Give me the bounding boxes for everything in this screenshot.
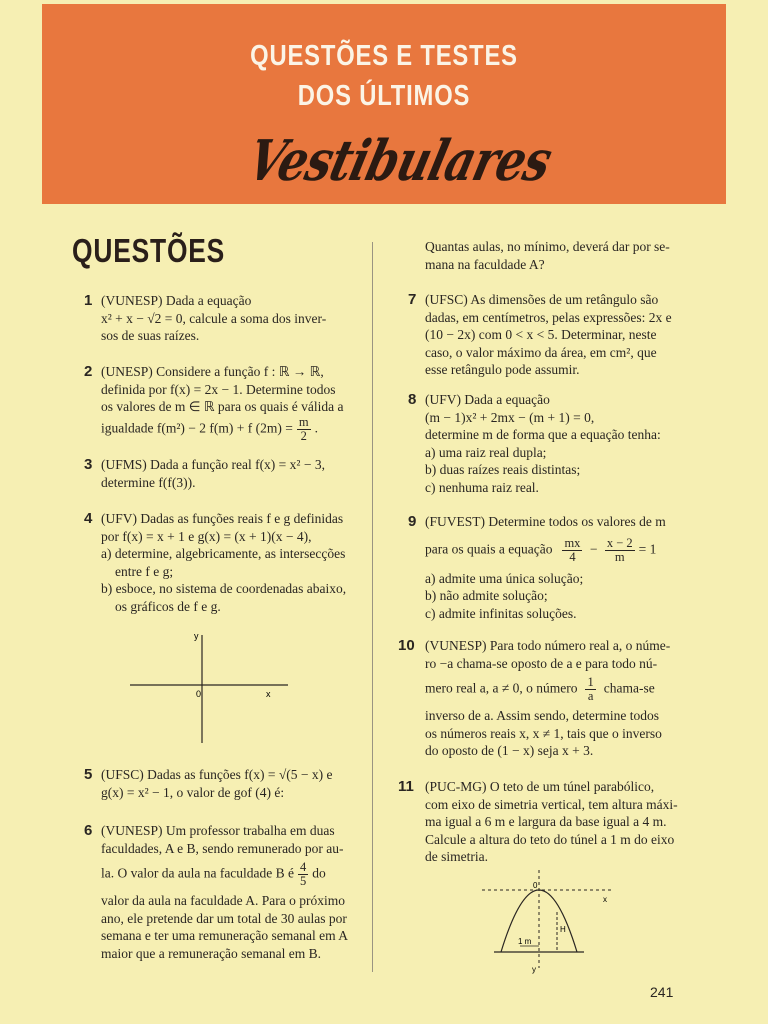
question-number: 11 [398, 778, 414, 795]
text-segment: igualdade f(m²) − 2 f(m) + f (2m) = [101, 420, 293, 436]
text-line: mana na faculdade A? [425, 256, 545, 272]
fraction-numerator: 4 [300, 860, 307, 874]
text-line: (VUNESP) Para todo número real a, o núme- [425, 638, 671, 653]
question-4 [101, 510, 346, 615]
text-line: g(x) = x² − 1, o valor de gof (4) é: [101, 784, 285, 800]
fraction-numerator: mx [564, 535, 581, 550]
fraction-denominator: 2 [300, 428, 307, 443]
text-line: (10 − 2x) com 0 < x < 5. Determinar, neste [425, 327, 657, 342]
text-line: (VUNESP) Um professor trabalha em duas [101, 823, 335, 838]
text-line: ano, ele pretende dar um total de 30 aulas por [101, 910, 347, 926]
section-title: QUESTÕES [72, 232, 226, 269]
origin-label: 0 [196, 689, 202, 699]
question-number: 7 [408, 291, 417, 308]
fraction [605, 537, 635, 564]
text-line: a) admite uma única solução; [425, 570, 584, 586]
question-6-continued [425, 238, 670, 273]
text-line: (PUC-MG) O teto de um túnel parabólico, [425, 779, 655, 794]
text-line: Quantas aulas, no mínimo, deverá dar por se- [425, 239, 670, 254]
fraction-numerator: x − 2 [606, 535, 633, 550]
text-line: a) uma raiz real dupla; [425, 444, 547, 460]
question-8 [425, 391, 661, 496]
text-line: x² + x − √2 = 0, calcule a soma dos inver- [101, 310, 327, 326]
coordinate-axes-graph [130, 625, 290, 745]
text-line: de simetria. [425, 849, 488, 864]
text-line: (VUNESP) Dada a equação [101, 293, 252, 308]
question-10 [425, 637, 670, 760]
text-line: definida por f(x) = 2x − 1. Determine todos [101, 381, 336, 397]
text-line: b) esboce, no sistema de coordenadas abaixo, [101, 581, 347, 596]
fraction [585, 676, 595, 703]
text-line: sos de suas raízes. [101, 328, 200, 343]
text-line: c) admite infinitas soluções. [425, 605, 577, 621]
fraction [297, 416, 311, 443]
text-segment: para os quais a equação [425, 541, 553, 557]
question-number: 8 [408, 391, 417, 408]
fraction [298, 861, 308, 888]
text-line: para os quais a equação $\frac{mx}{4}$ − $\frac{x - 2}{m}$ = 1 [425, 535, 657, 564]
fraction-denominator: 5 [300, 874, 307, 888]
question-3 [101, 456, 325, 491]
text-line: dadas, em centímetros, pelas expressões: 2x e [425, 309, 672, 325]
fraction-numerator: 1 [587, 675, 594, 689]
question-number: 6 [84, 822, 93, 839]
text-line: (FUVEST) Determine todos os valores de m [425, 514, 666, 529]
question-6 [101, 822, 348, 962]
text-line: (UFV) Dada a equação [425, 392, 550, 407]
text-line: maior que a remuneração semanal em B. [101, 945, 322, 961]
text-line: com eixo de simetria vertical, tem altura máxi- [425, 796, 678, 812]
text-line: determine f(f(3)). [101, 474, 196, 490]
question-5 [101, 766, 332, 801]
question-2 [101, 363, 344, 443]
question-9 [425, 513, 666, 622]
text-line: igualdade f(m²) − 2 f(m) + f (2m) = $\frac{m}{2}$ . [101, 414, 318, 443]
question-11 [425, 778, 678, 866]
column-divider [372, 242, 373, 972]
text-line: semana e ter uma remuneração semanal em A [101, 928, 349, 943]
text-line [425, 676, 670, 703]
origin-label: 0 [533, 881, 538, 890]
tunnel-parabola-graph [478, 868, 628, 978]
question-1 [101, 292, 326, 345]
text-line: entre f e g; [115, 563, 174, 579]
text-line: (UNESP) Considere a função f : ℝ → ℝ, [101, 364, 324, 379]
text-line: determine m de forma que a equação tenha: [425, 427, 661, 442]
text-line: Calcule a altura do teto do túnel a 1 m do eixo [425, 831, 675, 847]
fraction [562, 537, 582, 564]
x-axis-label: x [266, 689, 271, 699]
page-number: 241 [650, 984, 674, 1000]
question-number: 2 [84, 363, 93, 380]
text-segment: la. O valor da aula na faculdade B é [101, 865, 295, 881]
h-label: H [560, 925, 566, 934]
question-number: 3 [84, 456, 93, 473]
fraction-denominator: 4 [569, 549, 576, 564]
header-script-title: Vestibulares [241, 128, 558, 194]
text-line: (UFSC) As dimensões de um retângulo são [425, 292, 659, 307]
text-segment: do [312, 865, 326, 881]
question-number: 9 [408, 513, 417, 530]
text-line: (UFV) Dadas as funções reais f e g definidas [101, 511, 344, 526]
text-line: esse retângulo pode assumir. [425, 362, 580, 377]
fraction-numerator: m [298, 414, 309, 429]
x-axis-label: x [603, 895, 607, 904]
question-number: 5 [84, 766, 93, 783]
y-axis-label: y [194, 631, 199, 641]
question-7 [425, 291, 672, 379]
text-segment: mero real a, a ≠ 0, o número [425, 680, 578, 696]
text-line: valor da aula na faculdade A. Para o próximo [101, 893, 346, 908]
text-line: (UFSC) Dadas as funções f(x) = √(5 − x) e [101, 767, 333, 782]
text-line: (UFMS) Dada a função real f(x) = x² − 3, [101, 457, 325, 472]
text-line: c) nenhuma raiz real. [425, 479, 539, 495]
equation-rhs: = 1 [638, 541, 657, 557]
header-line-2: DOS ÚLTIMOS [297, 80, 471, 112]
text-line [101, 861, 348, 888]
text-line: caso, o valor máximo da área, em cm², que [425, 344, 657, 360]
text-line: b) não admite solução; [425, 588, 548, 603]
text-line: por f(x) = x + 1 e g(x) = (x + 1)(x − 4), [101, 528, 312, 544]
text-line: os números reais x, x ≠ 1, tais que o inverso [425, 725, 662, 741]
text-segment: chama-se [603, 680, 655, 696]
text-line: os gráficos de f e g. [115, 598, 221, 614]
text-line: ro −a chama-se oposto de a e para todo nú- [425, 655, 658, 671]
width-label: 1 m [518, 937, 532, 946]
text-line: os valores de m ∈ ℝ para os quais é válida a [101, 399, 344, 414]
text-line: a) determine, algebricamente, as intersecções [101, 546, 346, 561]
fraction-denominator: a [587, 689, 594, 703]
header-line-1: QUESTÕES E TESTES [250, 40, 518, 72]
text-line: (m − 1)x² + 2mx − (m + 1) = 0, [425, 409, 595, 425]
text-line: b) duas raízes reais distintas; [425, 462, 581, 477]
text-line: do oposto de (1 − x) seja x + 3. [425, 743, 594, 758]
text-line: ma igual a 6 m e largura da base igual a 4 m. [425, 814, 667, 829]
question-number: 10 [398, 637, 415, 654]
text-line: inverso de a. Assim sendo, determine todos [425, 708, 659, 723]
text-line: faculdades, A e B, sendo remunerado por au- [101, 840, 344, 856]
fraction-denominator: m [614, 549, 625, 564]
question-number: 1 [84, 292, 93, 309]
question-number: 4 [84, 510, 93, 527]
y-axis-label: y [532, 965, 536, 974]
